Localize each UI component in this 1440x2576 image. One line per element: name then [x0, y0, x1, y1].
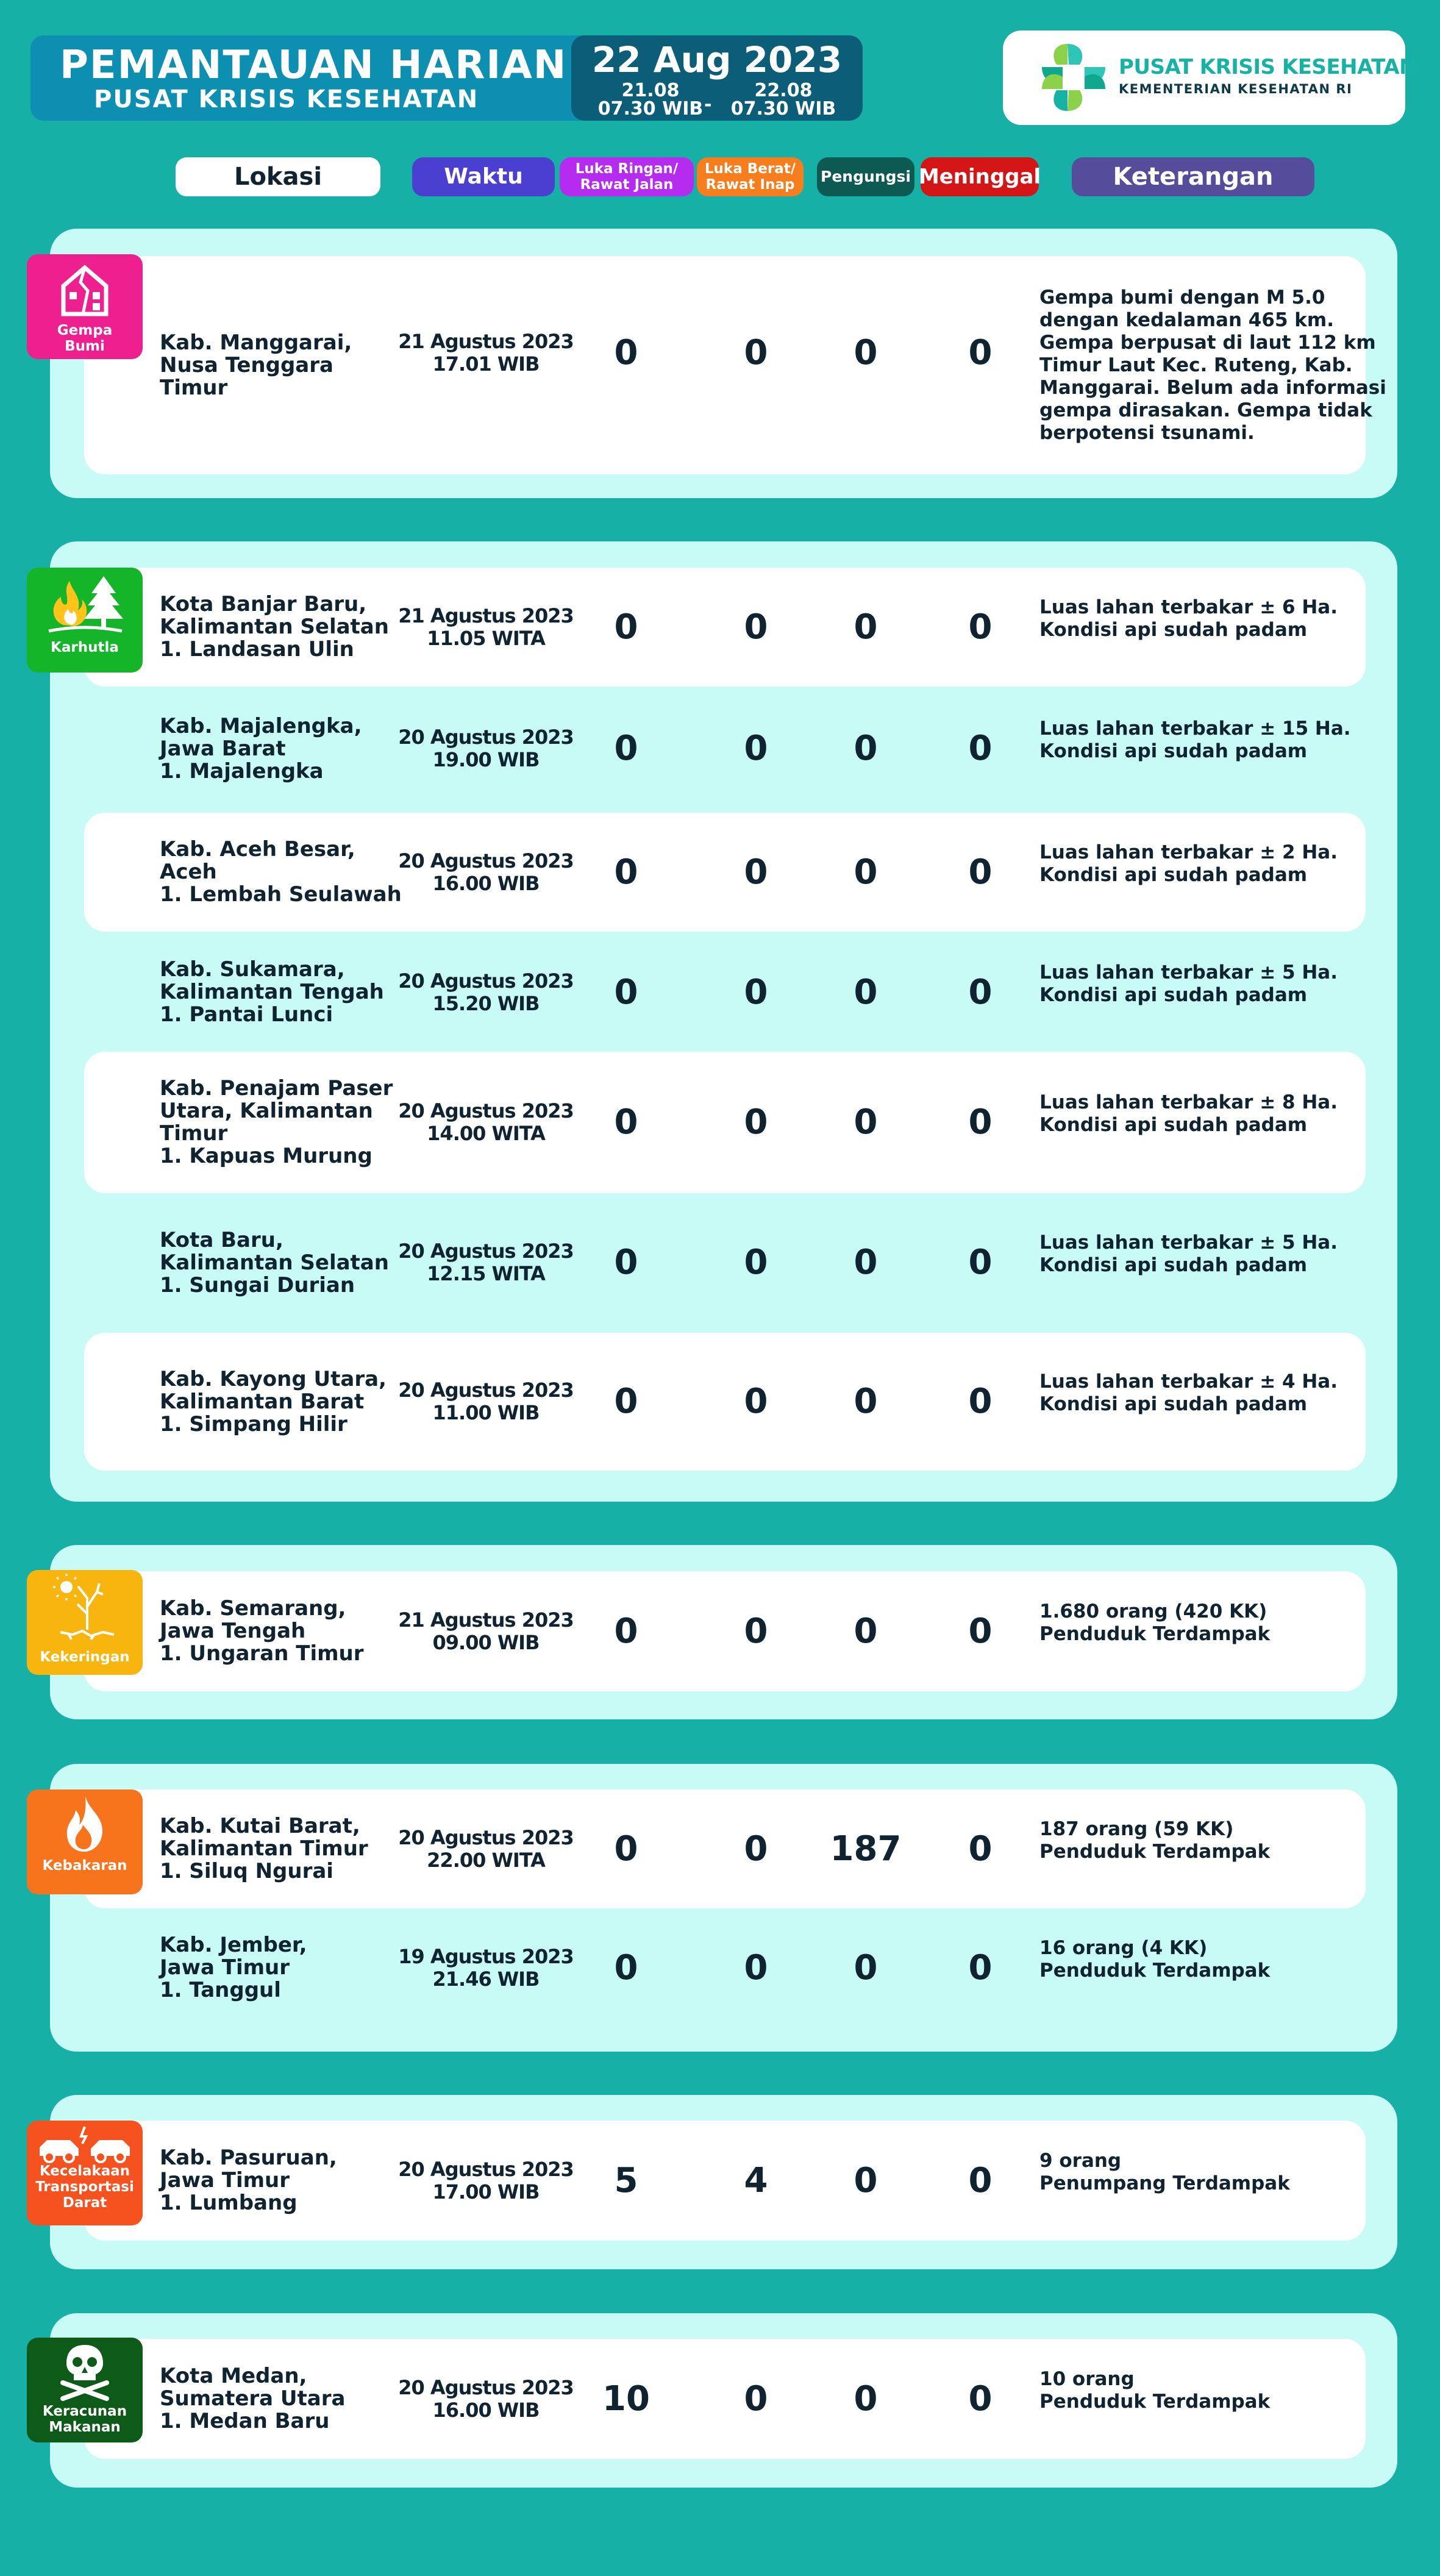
event-location-line: 1. Lembah Seulawah [160, 882, 402, 907]
event-location-line: Utara, Kalimantan [160, 1099, 373, 1123]
event-location [160, 1597, 364, 1665]
luka-ringan-count: 0 [614, 1102, 638, 1142]
event-location [160, 838, 402, 906]
event-keterangan-line: Timur Laut Kec. Ruteng, Kab. [1039, 354, 1353, 376]
event-keterangan [1039, 962, 1338, 1007]
event-time-line: 21 Agustus 2023 [398, 1608, 574, 1632]
event-keterangan-line: dengan kedalaman 465 km. [1039, 309, 1334, 331]
luka-berat-count: 0 [744, 1243, 768, 1282]
event-keterangan-line: Kondisi api sudah padam [1039, 1114, 1308, 1136]
event-location-line: Kalimantan Barat [160, 1389, 365, 1414]
event-keterangan-line: Kondisi api sudah padam [1039, 740, 1308, 762]
event-location-line: 1. Pantai Lunci [160, 1002, 333, 1027]
range-from [596, 82, 705, 118]
event-keterangan [1039, 1091, 1338, 1136]
pengungsi-count: 0 [854, 972, 878, 1012]
event-time-line: 15.20 WIB [432, 991, 540, 1015]
event-time-line: 21 Agustus 2023 [398, 330, 574, 353]
luka-berat-count: 0 [744, 972, 768, 1012]
event-time [390, 1240, 582, 1285]
event-time [390, 2377, 582, 2422]
category-label-line: Kekeringan [40, 1649, 130, 1665]
category-badge [27, 1570, 143, 1675]
category-label-line: Makanan [49, 2419, 121, 2435]
event-location [160, 593, 389, 661]
luka-berat-count: 0 [744, 729, 768, 768]
category-badge [27, 254, 143, 359]
column-header-luka-ringan [560, 157, 694, 196]
event-time [390, 1827, 582, 1872]
luka-ringan-count: 0 [614, 972, 638, 1012]
logo-card [1003, 30, 1417, 125]
meninggal-count: 0 [968, 852, 993, 892]
event-location-line: 1. Medan Baru [160, 2409, 330, 2433]
event-time [390, 850, 582, 895]
range-from-date: 21.08 [621, 80, 680, 101]
category-label-line: Keracunan [42, 2403, 127, 2419]
category-label [27, 323, 143, 354]
column-header-luka-berat-line2: Rawat Inap [705, 177, 795, 193]
event-time [390, 605, 582, 650]
event-location-line: Timur [160, 375, 228, 400]
logo-name: PUSAT KRISIS KESEHATAN [1119, 55, 1417, 79]
luka-ringan-count: 0 [614, 1382, 638, 1421]
event-location [160, 1229, 389, 1297]
range-to-time: 07.30 WIB [730, 98, 836, 120]
event-location-line: 1. Landasan Ulin [160, 637, 354, 662]
meninggal-count: 0 [968, 2160, 993, 2200]
event-time-line: 19 Agustus 2023 [398, 1944, 574, 1968]
event-keterangan-line: Kondisi api sudah padam [1039, 983, 1308, 1006]
category-label [27, 1858, 143, 1874]
luka-berat-count: 0 [744, 1947, 768, 1988]
category-label-line: Bumi [65, 338, 105, 354]
luka-ringan-count: 0 [614, 333, 638, 373]
event-location [160, 332, 352, 399]
pengungsi-count: 0 [854, 1102, 878, 1142]
luka-berat-count: 0 [744, 333, 768, 373]
column-header-luka-ringan-line1: Luka Ringan/ [575, 161, 679, 177]
page-title: PEMANTAUAN HARIAN [60, 43, 568, 88]
event-time-line: 20 Agustus 2023 [398, 969, 574, 993]
event-location-line: Kalimantan Selatan [160, 1250, 389, 1275]
event-location [160, 1368, 387, 1436]
event-keterangan-line: 10 orang [1039, 2367, 1135, 2390]
meninggal-count: 0 [968, 2378, 993, 2419]
health-crisis-logo-icon [1037, 40, 1109, 115]
luka-berat-count: 0 [744, 852, 768, 892]
meninggal-count: 0 [968, 1829, 993, 1869]
event-keterangan-line: Penduduk Terdampak [1039, 1840, 1271, 1863]
event-keterangan-line: 16 orang (4 KK) [1039, 1936, 1208, 1959]
event-location-line: Kab. Semarang, [160, 1596, 346, 1621]
category-badge [27, 2338, 143, 2442]
category-label [27, 2163, 143, 2211]
event-keterangan-line: Kondisi api sudah padam [1039, 863, 1308, 886]
luka-ringan-count: 0 [614, 852, 638, 892]
event-location-line: Jawa Tengah [160, 1619, 306, 1643]
event-location-line: Jawa Timur [160, 2168, 290, 2192]
event-location-line: Kalimantan Selatan [160, 615, 389, 639]
event-keterangan [1039, 718, 1351, 763]
event-keterangan-line: Luas lahan terbakar ± 5 Ha. [1039, 961, 1338, 983]
event-location-line: 1. Majalengka [160, 758, 324, 783]
event-time-line: 19.00 WIB [432, 748, 540, 771]
pengungsi-count: 0 [854, 1947, 878, 1988]
column-header-luka-ringan-line2: Rawat Jalan [580, 177, 674, 193]
luka-berat-count: 0 [744, 1382, 768, 1421]
event-keterangan-line: Luas lahan terbakar ± 2 Ha. [1039, 841, 1338, 863]
event-location [160, 1934, 307, 2002]
event-location-line: Kab. Penajam Paser [160, 1076, 393, 1101]
pengungsi-count: 0 [854, 729, 878, 768]
category-badge [27, 1789, 143, 1894]
category-label [27, 2403, 143, 2435]
pengungsi-count: 0 [854, 333, 878, 373]
event-location [160, 958, 384, 1026]
event-location-line: Kab. Aceh Besar, [160, 837, 355, 862]
header-banner [30, 35, 863, 121]
event-time-line: 11.00 WIB [432, 1401, 540, 1424]
category-badge [27, 2121, 143, 2225]
category-label [27, 1649, 143, 1665]
range-separator: - [704, 94, 712, 115]
event-location-line: Kab. Pasuruan, [160, 2146, 337, 2170]
range-from-time: 07.30 WIB [597, 98, 704, 120]
luka-ringan-count: 0 [614, 1947, 638, 1988]
event-keterangan [1039, 841, 1338, 887]
event-keterangan [1039, 287, 1386, 444]
event-keterangan-line: Penumpang Terdampak [1039, 2172, 1290, 2194]
event-time-line: 17.00 WIB [432, 2180, 540, 2203]
event-keterangan-line: Kondisi api sudah padam [1039, 618, 1308, 641]
pengungsi-count: 0 [854, 852, 878, 892]
event-keterangan-line: Luas lahan terbakar ± 5 Ha. [1039, 1232, 1338, 1254]
event-keterangan-line: Gempa bumi dengan M 5.0 [1039, 287, 1325, 309]
luka-ringan-count: 0 [614, 1611, 638, 1651]
event-keterangan [1039, 1600, 1270, 1646]
event-location-line: Kab. Sukamara, [160, 957, 345, 982]
event-keterangan-line: 1.680 orang (420 KK) [1039, 1600, 1267, 1622]
event-keterangan-line: berpotensi tsunami. [1039, 422, 1255, 444]
pengungsi-count: 0 [854, 1243, 878, 1282]
category-label-line: Transportasi [35, 2179, 134, 2195]
event-time-line: 11.05 WITA [427, 626, 545, 650]
meninggal-count: 0 [968, 333, 993, 373]
event-time [390, 1100, 582, 1145]
column-header-luka-berat [697, 157, 804, 196]
event-time [390, 1609, 582, 1654]
event-keterangan-line: Manggarai. Belum ada informasi [1039, 377, 1386, 399]
luka-berat-count: 0 [744, 2378, 768, 2419]
luka-ringan-count: 5 [614, 2160, 638, 2200]
event-keterangan-line: Kondisi api sudah padam [1039, 1254, 1308, 1276]
event-time [390, 2158, 582, 2203]
event-time-line: 20 Agustus 2023 [398, 1240, 574, 1263]
range-to-date: 22.08 [754, 80, 813, 101]
pengungsi-count: 0 [854, 2160, 878, 2200]
event-location-line: Kalimantan Tengah [160, 980, 384, 1004]
column-header-keterangan: Keterangan [1072, 157, 1314, 196]
event-time-line: 17.01 WIB [432, 352, 540, 376]
page-subtitle: PUSAT KRISIS KESEHATAN [94, 85, 479, 113]
meninggal-count: 0 [968, 729, 993, 768]
meninggal-count: 0 [968, 1102, 993, 1142]
event-location [160, 1815, 368, 1883]
event-location-line: Kab. Kutai Barat, [160, 1814, 360, 1838]
event-keterangan [1039, 1818, 1270, 1863]
event-keterangan-line: Kondisi api sudah padam [1039, 1393, 1308, 1415]
luka-ringan-count: 10 [602, 2378, 650, 2419]
column-header-luka-berat-line1: Luka Berat/ [704, 161, 796, 177]
meninggal-count: 0 [968, 1243, 993, 1282]
event-location-line: 1. Kapuas Murung [160, 1144, 372, 1168]
column-header-waktu: Waktu [412, 157, 555, 196]
category-badge [27, 568, 143, 673]
column-header-lokasi: Lokasi [176, 157, 380, 196]
date-box [571, 35, 863, 121]
luka-ringan-count: 0 [614, 729, 638, 768]
event-location-line: 1. Sungai Durian [160, 1272, 355, 1297]
logo-org: KEMENTERIAN KESEHATAN RI [1119, 82, 1353, 96]
luka-berat-count: 0 [744, 607, 768, 647]
meninggal-count: 0 [968, 1611, 993, 1651]
event-time-line: 22.00 WITA [427, 1848, 545, 1872]
event-location-line: Aceh [160, 860, 217, 884]
event-location [160, 2147, 337, 2214]
event-keterangan-line: gempa dirasakan. Gempa tidak [1039, 399, 1372, 421]
event-location-line: Kalimantan Timur [160, 1836, 368, 1861]
event-keterangan-line: Luas lahan terbakar ± 15 Ha. [1039, 718, 1351, 740]
event-time-line: 09.00 WIB [432, 1630, 540, 1654]
event-time [390, 726, 582, 771]
event-time [390, 970, 582, 1015]
event-location-line: Nusa Tenggara [160, 352, 333, 377]
pengungsi-count: 0 [854, 2378, 878, 2419]
column-header-pengungsi: Pengungsi [817, 157, 914, 196]
event-keterangan-line: Gempa berpusat di laut 112 km [1039, 332, 1376, 354]
event-time-line: 14.00 WITA [427, 1122, 545, 1145]
category-label-line: Kecelakaan [39, 2163, 130, 2179]
event-location-line: Kota Banjar Baru, [160, 592, 367, 616]
event-time-line: 20 Agustus 2023 [398, 849, 574, 872]
event-keterangan-line: Luas lahan terbakar ± 8 Ha. [1039, 1091, 1338, 1113]
event-location [160, 2365, 345, 2433]
event-location-line: Kota Medan, [160, 2364, 307, 2388]
event-keterangan [1039, 596, 1338, 641]
event-location-line: 1. Simpang Hilir [160, 1411, 348, 1436]
event-time [390, 1379, 582, 1424]
event-location-line: Jawa Barat [160, 736, 286, 761]
event-location-line: 1. Siluq Ngurai [160, 1859, 333, 1883]
event-keterangan-line: Luas lahan terbakar ± 4 Ha. [1039, 1371, 1338, 1393]
luka-berat-count: 4 [744, 2160, 768, 2200]
luka-ringan-count: 0 [614, 1243, 638, 1282]
event-time-line: 20 Agustus 2023 [398, 1379, 574, 1402]
event-location-line: 1. Lumbang [160, 2191, 298, 2215]
event-time-line: 21.46 WIB [432, 1967, 540, 1991]
luka-berat-count: 0 [744, 1611, 768, 1651]
category-label [27, 640, 143, 655]
luka-berat-count: 0 [744, 1829, 768, 1869]
event-location-line: Jawa Timur [160, 1955, 290, 1980]
event-keterangan [1039, 1937, 1270, 1982]
event-keterangan [1039, 1371, 1338, 1416]
event-location-line: Timur [160, 1121, 228, 1146]
event-location-line: Kab. Jember, [160, 1933, 307, 1957]
event-time-line: 21 Agustus 2023 [398, 604, 574, 627]
meninggal-count: 0 [968, 607, 993, 647]
column-header-meninggal: Meninggal [921, 157, 1039, 196]
luka-berat-count: 0 [744, 1102, 768, 1142]
event-location-line: Kota Baru, [160, 1227, 283, 1252]
pengungsi-count: 187 [830, 1829, 902, 1869]
event-keterangan-line: Penduduk Terdampak [1039, 1622, 1271, 1645]
event-location-line: Kab. Majalengka, [160, 713, 362, 738]
event-keterangan-line: Penduduk Terdampak [1039, 1959, 1271, 1982]
category-label-line: Darat [62, 2195, 107, 2211]
event-time-line: 20 Agustus 2023 [398, 2375, 574, 2399]
pengungsi-count: 0 [854, 1382, 878, 1421]
event-keterangan [1039, 2368, 1270, 2413]
event-location-line: Sumatera Utara [160, 2386, 346, 2411]
pengungsi-count: 0 [854, 1611, 878, 1651]
category-label-line: Gempa [57, 323, 113, 338]
event-time-line: 16.00 WIB [432, 871, 540, 895]
event-time [390, 1946, 582, 1991]
event-time-line: 12.15 WITA [427, 1262, 545, 1285]
event-keterangan-line: Luas lahan terbakar ± 6 Ha. [1039, 596, 1338, 618]
event-time-line: 20 Agustus 2023 [398, 2157, 574, 2181]
event-location-line: 1. Tanggul [160, 1978, 281, 2002]
category-label-line: Karhutla [51, 640, 119, 655]
event-time-line: 20 Agustus 2023 [398, 1825, 574, 1849]
event-keterangan-line: Penduduk Terdampak [1039, 2390, 1271, 2413]
event-location-line: Kab. Manggarai, [160, 330, 352, 355]
event-keterangan [1039, 2150, 1290, 2195]
event-location [160, 1077, 393, 1168]
event-keterangan-line: 9 orang [1039, 2149, 1122, 2172]
event-time-line: 16.00 WIB [432, 2398, 540, 2422]
report-date: 22 Aug 2023 [591, 39, 843, 80]
meninggal-count: 0 [968, 972, 993, 1012]
event-keterangan [1039, 1232, 1338, 1277]
luka-ringan-count: 0 [614, 1829, 638, 1869]
event-time-line: 20 Agustus 2023 [398, 726, 574, 749]
event-keterangan-line: 187 orang (59 KK) [1039, 1818, 1234, 1840]
meninggal-count: 0 [968, 1947, 993, 1988]
pengungsi-count: 0 [854, 607, 878, 647]
category-label-line: Kebakaran [42, 1858, 127, 1874]
luka-ringan-count: 0 [614, 607, 638, 647]
event-location-line: 1. Ungaran Timur [160, 1641, 364, 1666]
event-time [390, 330, 582, 376]
range-to [729, 82, 838, 118]
event-location [160, 715, 362, 783]
meninggal-count: 0 [968, 1382, 993, 1421]
event-location-line: Kab. Kayong Utara, [160, 1366, 387, 1391]
event-time-line: 20 Agustus 2023 [398, 1099, 574, 1122]
